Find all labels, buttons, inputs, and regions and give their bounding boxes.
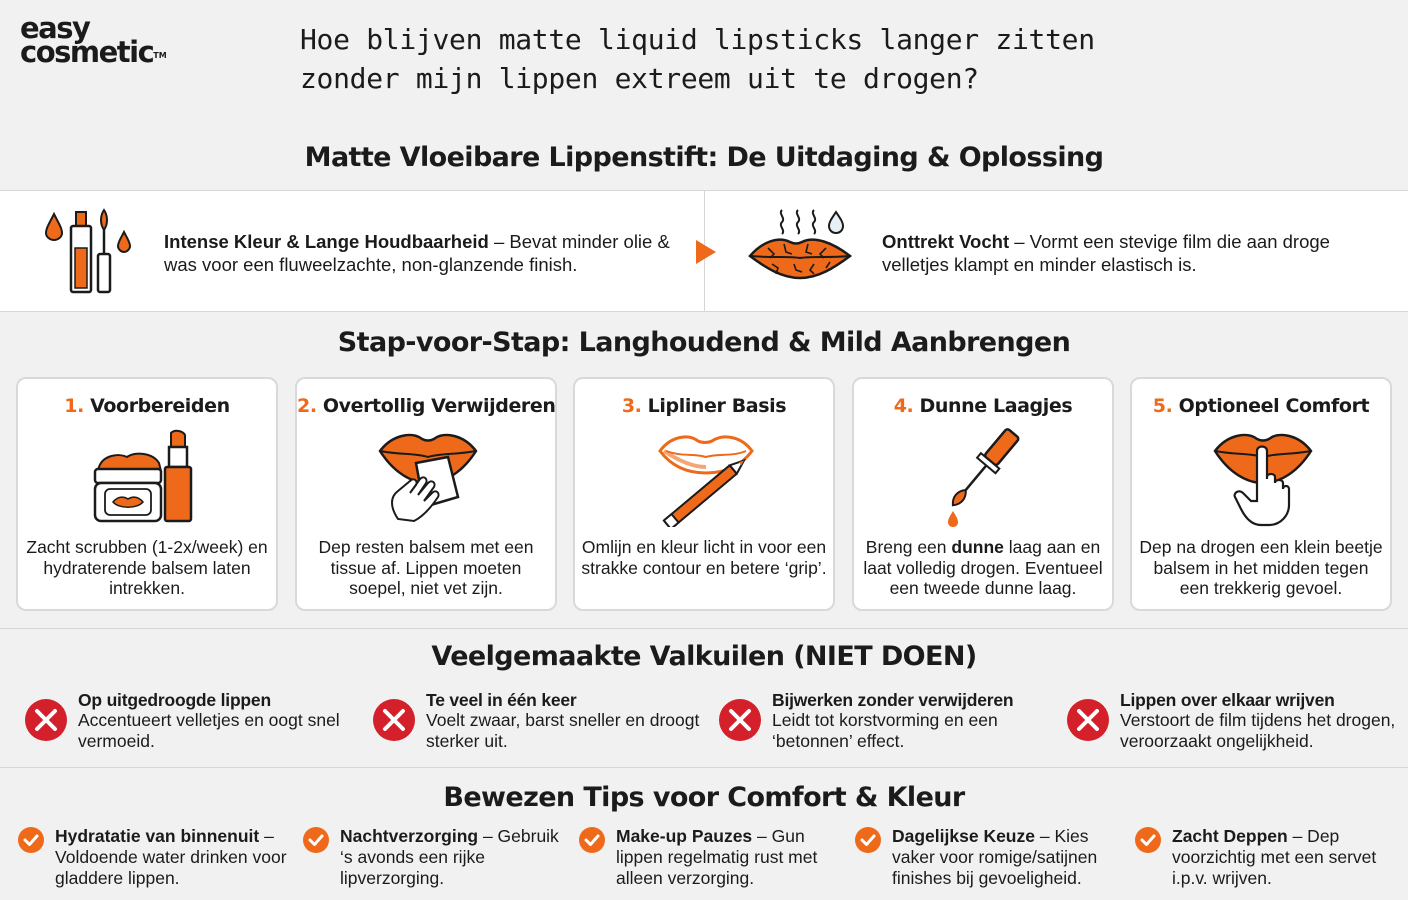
step-title	[1132, 395, 1390, 417]
tip-desc: – Kies vaker voor romige/satijnen finishes bij gevoeligheid.	[892, 826, 1098, 888]
pitfall-text: Accentueert velletjes en oogt snel vermoeid.	[78, 710, 340, 751]
step-description	[860, 537, 1106, 599]
check-circle-icon	[1134, 826, 1162, 854]
error-x-icon	[1066, 698, 1110, 742]
applicator-wand-icon	[915, 427, 1055, 527]
tip-text	[892, 826, 1124, 889]
lipgloss-tubes-icon	[40, 206, 138, 298]
tip-desc: – Gebruik ‘s avonds een rijke lipverzorging.	[340, 826, 559, 888]
finger-dab-icon	[1193, 427, 1333, 527]
step-description: Dep na drogen een klein beetje balsem in het midden tegen een trekkerig gevoel.	[1139, 537, 1383, 598]
tip-desc: – Voldoende water drinken voor gladdere lippen.	[55, 826, 287, 888]
challenge-left-text	[164, 230, 684, 276]
challenge-right-desc: – Vormt een stevige film die aan droge velletjes klampt en minder elastisch is.	[882, 231, 1330, 275]
step-title	[18, 395, 276, 417]
pitfall-text: Verstoort de film tijdens het drogen, veroorzaakt ongelijkheid.	[1120, 710, 1396, 751]
step-name: Dunne Laagjes	[913, 395, 1073, 417]
challenge-right-bold: Onttrekt Vocht	[882, 231, 1010, 252]
check-circle-icon	[578, 826, 606, 854]
error-x-icon	[24, 698, 68, 742]
tip-bold: Hydratatie van binnenuit	[55, 826, 260, 846]
step-number: 1.	[64, 395, 84, 417]
dry-lips-icon	[744, 206, 856, 286]
step-name: Voorbereiden	[83, 395, 230, 417]
pitfall-text: Voelt zwaar, barst sneller en droogt sterker uit.	[426, 710, 700, 751]
tip-bold: Make-up Pauzes	[616, 826, 753, 846]
brand-line1: easy	[20, 11, 90, 45]
step-card-4	[852, 377, 1114, 611]
error-x-icon	[372, 698, 416, 742]
error-x-icon	[718, 698, 762, 742]
check-circle-icon	[302, 826, 330, 854]
step-card-1	[16, 377, 278, 611]
balm-jar-lipstick-icon	[79, 427, 219, 527]
tip-bold: Zacht Deppen	[1172, 826, 1288, 846]
step-number: 5.	[1152, 395, 1173, 417]
step-card-3	[573, 377, 835, 611]
tissue-blot-icon	[358, 427, 498, 527]
lipliner-icon	[636, 427, 776, 527]
tip-desc: – Gun lippen regelmatig rust met alleen verzorging.	[616, 826, 818, 888]
pitfall-title: Op uitgedroogde lippen	[78, 690, 271, 710]
step-number: 3.	[621, 395, 642, 417]
tip-desc: – Dep voorzichtig met een servet i.p.v. wrijven.	[1172, 826, 1377, 888]
step-description: Dep resten balsem met een tissue af. Lippen moeten soepel, niet vet zijn.	[318, 537, 534, 598]
brand-tm: TM	[153, 51, 167, 60]
section3-title: Veelgemaakte Valkuilen (NIET DOEN)	[431, 641, 977, 672]
section2-title: Stap-voor-Stap: Langhoudend & Mild Aanbrengen	[337, 327, 1071, 358]
step-title	[575, 395, 833, 417]
tip-bold: Nachtverzorging	[340, 826, 479, 846]
check-circle-icon	[854, 826, 882, 854]
brand-line2-text: cosmetic	[20, 35, 154, 69]
step-name: Lipliner Basis	[641, 395, 787, 417]
step-description: Omlijn en kleur licht in voor een strakke contour en betere ‘grip’.	[581, 537, 827, 578]
step-text-pre: Breng een	[865, 537, 952, 557]
step-card-2	[295, 377, 557, 611]
brand-logo	[20, 11, 167, 69]
step-description: Zacht scrubben (1-2x/week) en hydraterende balsem laten intrekken.	[26, 537, 268, 598]
tip-text	[340, 826, 570, 889]
step-text-bold: dunne	[951, 537, 1004, 557]
challenge-left-desc: – Bevat minder olie & was voor een fluweelzachte, non-glanzende finish.	[164, 231, 670, 275]
challenge-left-bold: Intense Kleur & Lange Houdbaarheid	[164, 231, 489, 252]
brand-line2	[20, 35, 167, 69]
pitfall-title: Lippen over elkaar wrijven	[1120, 690, 1335, 710]
tip-text	[55, 826, 295, 889]
step-number: 4.	[893, 395, 914, 417]
challenge-right-text	[882, 230, 1362, 276]
section4-title: Bewezen Tips voor Comfort & Kleur	[443, 782, 965, 813]
step-text-post: laag aan en laat volledig drogen. Eventueel een tweede dunne laag.	[863, 537, 1103, 598]
check-circle-icon	[17, 826, 45, 854]
step-title	[854, 395, 1112, 417]
pitfall-title: Te veel in één keer	[426, 690, 577, 710]
pitfall-title: Bijwerken zonder verwijderen	[772, 690, 1014, 710]
step-title	[297, 395, 555, 417]
step-number: 2.	[297, 395, 317, 417]
pitfall-text: Leidt tot korstvorming en een ‘betonnen’ effect.	[772, 710, 998, 751]
page-title: Hoe blijven matte liquid lipsticks langer zitten zonder mijn lippen extreem uit te drogen?	[300, 23, 1095, 95]
tip-text	[1172, 826, 1402, 889]
step-card-5	[1130, 377, 1392, 611]
step-name: Overtollig Verwijderen	[316, 395, 556, 417]
arrow-right-icon	[694, 238, 718, 266]
step-name: Optioneel Comfort	[1172, 395, 1370, 417]
tip-text	[616, 826, 846, 889]
tip-bold: Dagelijkse Keuze	[892, 826, 1035, 846]
section1-title: Matte Vloeibare Lippenstift: De Uitdaging & Oplossing	[304, 142, 1104, 173]
